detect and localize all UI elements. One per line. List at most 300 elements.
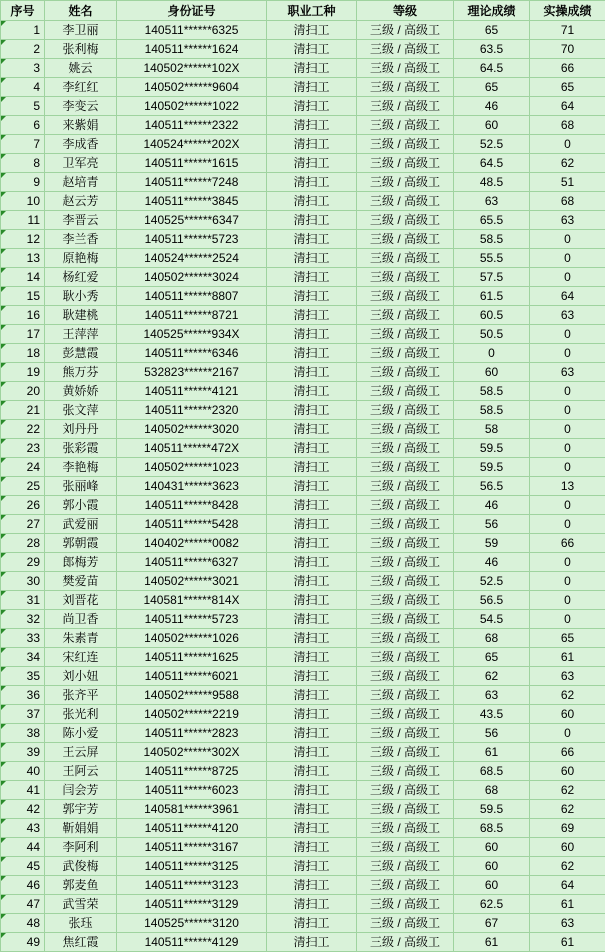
cell-theory-score[interactable]: 64.5	[454, 59, 530, 78]
cell-name[interactable]: 郭小霞	[45, 496, 117, 515]
cell-index[interactable]	[1, 135, 45, 154]
cell-theory-score[interactable]: 68	[454, 781, 530, 800]
cell-id-number[interactable]: 140511******2322	[117, 116, 267, 135]
cell-occupation[interactable]: 清扫工	[267, 534, 357, 553]
cell-name[interactable]: 张珏	[45, 914, 117, 933]
cell-level[interactable]: 三级 / 高级工	[357, 287, 454, 306]
cell-practical-score[interactable]: 63	[530, 211, 605, 230]
table-row[interactable]	[1, 686, 605, 705]
cell-id-number[interactable]: 140511******6021	[117, 667, 267, 686]
cell-practical-score[interactable]: 0	[530, 325, 605, 344]
cell-theory-score[interactable]: 60.5	[454, 306, 530, 325]
cell-theory-score[interactable]: 65	[454, 78, 530, 97]
table-row[interactable]	[1, 819, 605, 838]
table-row[interactable]	[1, 895, 605, 914]
table-row[interactable]	[1, 268, 605, 287]
cell-index[interactable]	[1, 610, 45, 629]
cell-theory-score[interactable]: 52.5	[454, 135, 530, 154]
cell-occupation[interactable]: 清扫工	[267, 154, 357, 173]
cell-practical-score[interactable]: 60	[530, 762, 605, 781]
table-row[interactable]	[1, 610, 605, 629]
cell-practical-score[interactable]: 62	[530, 857, 605, 876]
cell-index[interactable]	[1, 914, 45, 933]
table-row[interactable]	[1, 762, 605, 781]
cell-practical-score[interactable]: 64	[530, 876, 605, 895]
cell-occupation[interactable]: 清扫工	[267, 667, 357, 686]
cell-id-number[interactable]: 140511******7248	[117, 173, 267, 192]
cell-practical-score[interactable]: 61	[530, 648, 605, 667]
cell-practical-score[interactable]: 68	[530, 192, 605, 211]
cell-name[interactable]: 李兰香	[45, 230, 117, 249]
cell-occupation[interactable]: 清扫工	[267, 610, 357, 629]
cell-index[interactable]	[1, 515, 45, 534]
cell-index[interactable]	[1, 933, 45, 952]
cell-id-number[interactable]: 140402******0082	[117, 534, 267, 553]
cell-index[interactable]	[1, 762, 45, 781]
cell-practical-score[interactable]: 62	[530, 781, 605, 800]
cell-practical-score[interactable]: 65	[530, 78, 605, 97]
cell-id-number[interactable]: 140511******3125	[117, 857, 267, 876]
cell-practical-score[interactable]: 69	[530, 819, 605, 838]
cell-index[interactable]	[1, 629, 45, 648]
cell-theory-score[interactable]: 56.5	[454, 591, 530, 610]
table-row[interactable]	[1, 344, 605, 363]
cell-id-number[interactable]: 140511******3845	[117, 192, 267, 211]
cell-occupation[interactable]: 清扫工	[267, 21, 357, 40]
table-row[interactable]	[1, 135, 605, 154]
table-row[interactable]	[1, 724, 605, 743]
cell-occupation[interactable]: 清扫工	[267, 173, 357, 192]
cell-theory-score[interactable]: 59.5	[454, 458, 530, 477]
cell-name[interactable]: 来紫娟	[45, 116, 117, 135]
cell-index[interactable]	[1, 78, 45, 97]
cell-id-number[interactable]: 140511******6023	[117, 781, 267, 800]
cell-name[interactable]: 焦红霞	[45, 933, 117, 952]
cell-index[interactable]	[1, 154, 45, 173]
cell-id-number[interactable]: 140511******5723	[117, 610, 267, 629]
cell-theory-score[interactable]: 61	[454, 743, 530, 762]
cell-practical-score[interactable]: 0	[530, 401, 605, 420]
cell-name[interactable]: 刘丹丹	[45, 420, 117, 439]
cell-id-number[interactable]: 140511******6346	[117, 344, 267, 363]
cell-index[interactable]	[1, 553, 45, 572]
cell-occupation[interactable]: 清扫工	[267, 420, 357, 439]
cell-name[interactable]: 刘小妞	[45, 667, 117, 686]
cell-name[interactable]: 黄娇娇	[45, 382, 117, 401]
cell-id-number[interactable]: 140581******3961	[117, 800, 267, 819]
cell-occupation[interactable]: 清扫工	[267, 249, 357, 268]
cell-index[interactable]	[1, 838, 45, 857]
cell-level[interactable]: 三级 / 高级工	[357, 857, 454, 876]
cell-theory-score[interactable]: 59.5	[454, 439, 530, 458]
cell-name[interactable]: 李艳梅	[45, 458, 117, 477]
table-row[interactable]	[1, 401, 605, 420]
cell-name[interactable]: 武俊梅	[45, 857, 117, 876]
cell-name[interactable]: 张文萍	[45, 401, 117, 420]
cell-id-number[interactable]: 140511******6325	[117, 21, 267, 40]
cell-index[interactable]	[1, 648, 45, 667]
table-row[interactable]	[1, 914, 605, 933]
cell-occupation[interactable]: 清扫工	[267, 724, 357, 743]
cell-theory-score[interactable]: 63	[454, 686, 530, 705]
table-row[interactable]	[1, 781, 605, 800]
cell-practical-score[interactable]: 0	[530, 496, 605, 515]
cell-index[interactable]	[1, 382, 45, 401]
cell-index[interactable]	[1, 857, 45, 876]
cell-practical-score[interactable]: 0	[530, 591, 605, 610]
cell-name[interactable]: 郭麦鱼	[45, 876, 117, 895]
cell-id-number[interactable]: 140511******4121	[117, 382, 267, 401]
cell-occupation[interactable]: 清扫工	[267, 591, 357, 610]
cell-name[interactable]: 赵云芳	[45, 192, 117, 211]
cell-index[interactable]	[1, 211, 45, 230]
cell-name[interactable]: 王阿云	[45, 762, 117, 781]
cell-id-number[interactable]: 140502******102X	[117, 59, 267, 78]
cell-name[interactable]: 宋红连	[45, 648, 117, 667]
cell-occupation[interactable]: 清扫工	[267, 914, 357, 933]
cell-index[interactable]	[1, 534, 45, 553]
table-row[interactable]	[1, 211, 605, 230]
cell-practical-score[interactable]: 64	[530, 287, 605, 306]
cell-index[interactable]	[1, 667, 45, 686]
cell-occupation[interactable]: 清扫工	[267, 59, 357, 78]
cell-theory-score[interactable]: 55.5	[454, 249, 530, 268]
table-row[interactable]	[1, 287, 605, 306]
cell-practical-score[interactable]: 13	[530, 477, 605, 496]
table-row[interactable]	[1, 230, 605, 249]
cell-level[interactable]: 三级 / 高级工	[357, 401, 454, 420]
cell-level[interactable]: 三级 / 高级工	[357, 116, 454, 135]
cell-level[interactable]: 三级 / 高级工	[357, 933, 454, 952]
cell-id-number[interactable]: 140511******8428	[117, 496, 267, 515]
cell-id-number[interactable]: 140511******1615	[117, 154, 267, 173]
cell-id-number[interactable]: 140525******3120	[117, 914, 267, 933]
cell-index[interactable]	[1, 781, 45, 800]
cell-id-number[interactable]: 140511******5428	[117, 515, 267, 534]
cell-practical-score[interactable]: 0	[530, 344, 605, 363]
cell-id-number[interactable]: 140511******2823	[117, 724, 267, 743]
cell-practical-score[interactable]: 0	[530, 268, 605, 287]
cell-id-number[interactable]: 140511******1625	[117, 648, 267, 667]
cell-occupation[interactable]: 清扫工	[267, 363, 357, 382]
cell-practical-score[interactable]: 63	[530, 363, 605, 382]
table-row[interactable]	[1, 458, 605, 477]
cell-name[interactable]: 武雪荣	[45, 895, 117, 914]
cell-level[interactable]: 三级 / 高级工	[357, 800, 454, 819]
table-row[interactable]	[1, 534, 605, 553]
cell-name[interactable]: 朱素青	[45, 629, 117, 648]
cell-name[interactable]: 张彩霞	[45, 439, 117, 458]
cell-id-number[interactable]: 140511******3123	[117, 876, 267, 895]
cell-level[interactable]: 三级 / 高级工	[357, 762, 454, 781]
cell-name[interactable]: 张光利	[45, 705, 117, 724]
cell-level[interactable]: 三级 / 高级工	[357, 306, 454, 325]
cell-occupation[interactable]: 清扫工	[267, 686, 357, 705]
cell-level[interactable]: 三级 / 高级工	[357, 648, 454, 667]
cell-index[interactable]	[1, 249, 45, 268]
cell-occupation[interactable]: 清扫工	[267, 325, 357, 344]
cell-id-number[interactable]: 140502******3024	[117, 268, 267, 287]
cell-theory-score[interactable]: 46	[454, 496, 530, 515]
cell-theory-score[interactable]: 43.5	[454, 705, 530, 724]
cell-index[interactable]	[1, 401, 45, 420]
cell-theory-score[interactable]: 64.5	[454, 154, 530, 173]
cell-id-number[interactable]: 140511******8725	[117, 762, 267, 781]
cell-id-number[interactable]: 140511******3129	[117, 895, 267, 914]
cell-index[interactable]	[1, 325, 45, 344]
cell-theory-score[interactable]: 56.5	[454, 477, 530, 496]
cell-occupation[interactable]: 清扫工	[267, 211, 357, 230]
cell-name[interactable]: 李阿利	[45, 838, 117, 857]
cell-name[interactable]: 郎梅芳	[45, 553, 117, 572]
cell-id-number[interactable]: 140511******4120	[117, 819, 267, 838]
cell-level[interactable]: 三级 / 高级工	[357, 21, 454, 40]
cell-occupation[interactable]: 清扫工	[267, 306, 357, 325]
table-row[interactable]	[1, 857, 605, 876]
cell-level[interactable]: 三级 / 高级工	[357, 268, 454, 287]
cell-occupation[interactable]: 清扫工	[267, 78, 357, 97]
table-row[interactable]	[1, 705, 605, 724]
cell-occupation[interactable]: 清扫工	[267, 496, 357, 515]
table-row[interactable]	[1, 97, 605, 116]
cell-occupation[interactable]: 清扫工	[267, 933, 357, 952]
cell-index[interactable]	[1, 344, 45, 363]
cell-level[interactable]: 三级 / 高级工	[357, 420, 454, 439]
cell-id-number[interactable]: 140502******2219	[117, 705, 267, 724]
cell-name[interactable]: 张利梅	[45, 40, 117, 59]
cell-occupation[interactable]: 清扫工	[267, 743, 357, 762]
cell-occupation[interactable]: 清扫工	[267, 40, 357, 59]
cell-id-number[interactable]: 140502******3020	[117, 420, 267, 439]
table-row[interactable]	[1, 800, 605, 819]
cell-occupation[interactable]: 清扫工	[267, 401, 357, 420]
cell-id-number[interactable]: 140431******3623	[117, 477, 267, 496]
cell-practical-score[interactable]: 63	[530, 667, 605, 686]
cell-practical-score[interactable]: 68	[530, 116, 605, 135]
cell-theory-score[interactable]: 68	[454, 629, 530, 648]
cell-index[interactable]	[1, 306, 45, 325]
cell-theory-score[interactable]: 60	[454, 876, 530, 895]
cell-name[interactable]: 王云屏	[45, 743, 117, 762]
cell-level[interactable]: 三级 / 高级工	[357, 629, 454, 648]
cell-occupation[interactable]: 清扫工	[267, 629, 357, 648]
cell-name[interactable]: 原艳梅	[45, 249, 117, 268]
cell-occupation[interactable]: 清扫工	[267, 135, 357, 154]
table-row[interactable]	[1, 306, 605, 325]
cell-level[interactable]: 三级 / 高级工	[357, 97, 454, 116]
cell-theory-score[interactable]: 46	[454, 97, 530, 116]
table-row[interactable]	[1, 192, 605, 211]
cell-theory-score[interactable]: 58.5	[454, 230, 530, 249]
cell-id-number[interactable]: 140511******8721	[117, 306, 267, 325]
cell-theory-score[interactable]: 59.5	[454, 800, 530, 819]
cell-name[interactable]: 李成香	[45, 135, 117, 154]
cell-index[interactable]	[1, 686, 45, 705]
cell-theory-score[interactable]: 57.5	[454, 268, 530, 287]
cell-index[interactable]	[1, 21, 45, 40]
table-row[interactable]	[1, 933, 605, 952]
table-row[interactable]	[1, 21, 605, 40]
cell-practical-score[interactable]: 0	[530, 439, 605, 458]
cell-occupation[interactable]: 清扫工	[267, 515, 357, 534]
cell-id-number[interactable]: 140502******3021	[117, 572, 267, 591]
cell-level[interactable]: 三级 / 高级工	[357, 363, 454, 382]
cell-id-number[interactable]: 140511******472X	[117, 439, 267, 458]
cell-occupation[interactable]: 清扫工	[267, 838, 357, 857]
cell-name[interactable]: 樊爱苗	[45, 572, 117, 591]
cell-index[interactable]	[1, 59, 45, 78]
cell-index[interactable]	[1, 439, 45, 458]
cell-practical-score[interactable]: 60	[530, 838, 605, 857]
cell-level[interactable]: 三级 / 高级工	[357, 344, 454, 363]
cell-theory-score[interactable]: 56	[454, 515, 530, 534]
cell-level[interactable]: 三级 / 高级工	[357, 743, 454, 762]
table-row[interactable]	[1, 876, 605, 895]
cell-practical-score[interactable]: 60	[530, 705, 605, 724]
cell-occupation[interactable]: 清扫工	[267, 857, 357, 876]
cell-practical-score[interactable]: 0	[530, 724, 605, 743]
cell-occupation[interactable]: 清扫工	[267, 819, 357, 838]
cell-id-number[interactable]: 532823******2167	[117, 363, 267, 382]
cell-practical-score[interactable]: 62	[530, 686, 605, 705]
cell-name[interactable]: 郭朝霞	[45, 534, 117, 553]
cell-index[interactable]	[1, 268, 45, 287]
cell-occupation[interactable]: 清扫工	[267, 477, 357, 496]
table-row[interactable]	[1, 249, 605, 268]
cell-theory-score[interactable]: 59	[454, 534, 530, 553]
cell-level[interactable]: 三级 / 高级工	[357, 686, 454, 705]
cell-level[interactable]: 三级 / 高级工	[357, 781, 454, 800]
cell-id-number[interactable]: 140511******5723	[117, 230, 267, 249]
cell-occupation[interactable]: 清扫工	[267, 876, 357, 895]
cell-occupation[interactable]: 清扫工	[267, 553, 357, 572]
cell-level[interactable]: 三级 / 高级工	[357, 135, 454, 154]
cell-occupation[interactable]: 清扫工	[267, 287, 357, 306]
cell-practical-score[interactable]: 0	[530, 572, 605, 591]
cell-theory-score[interactable]: 61.5	[454, 287, 530, 306]
table-row[interactable]	[1, 553, 605, 572]
cell-theory-score[interactable]: 60	[454, 857, 530, 876]
cell-theory-score[interactable]: 60	[454, 116, 530, 135]
cell-practical-score[interactable]: 0	[530, 553, 605, 572]
cell-level[interactable]: 三级 / 高级工	[357, 211, 454, 230]
cell-theory-score[interactable]: 63.5	[454, 40, 530, 59]
cell-id-number[interactable]: 140525******6347	[117, 211, 267, 230]
cell-name[interactable]: 武爱丽	[45, 515, 117, 534]
cell-theory-score[interactable]: 62	[454, 667, 530, 686]
cell-name[interactable]: 张丽峰	[45, 477, 117, 496]
table-row[interactable]	[1, 59, 605, 78]
cell-theory-score[interactable]: 60	[454, 838, 530, 857]
cell-theory-score[interactable]: 61	[454, 933, 530, 952]
cell-practical-score[interactable]: 66	[530, 59, 605, 78]
table-row[interactable]	[1, 629, 605, 648]
cell-name[interactable]: 姚云	[45, 59, 117, 78]
cell-index[interactable]	[1, 458, 45, 477]
cell-index[interactable]	[1, 572, 45, 591]
table-row[interactable]	[1, 173, 605, 192]
cell-level[interactable]: 三级 / 高级工	[357, 154, 454, 173]
cell-name[interactable]: 尚卫香	[45, 610, 117, 629]
cell-index[interactable]	[1, 743, 45, 762]
cell-occupation[interactable]: 清扫工	[267, 800, 357, 819]
cell-occupation[interactable]: 清扫工	[267, 439, 357, 458]
cell-practical-score[interactable]: 0	[530, 610, 605, 629]
table-row[interactable]	[1, 838, 605, 857]
table-row[interactable]	[1, 572, 605, 591]
cell-level[interactable]: 三级 / 高级工	[357, 838, 454, 857]
cell-theory-score[interactable]: 46	[454, 553, 530, 572]
cell-level[interactable]: 三级 / 高级工	[357, 40, 454, 59]
table-row[interactable]	[1, 477, 605, 496]
cell-id-number[interactable]: 140511******6327	[117, 553, 267, 572]
cell-name[interactable]: 熊万芬	[45, 363, 117, 382]
cell-theory-score[interactable]: 58.5	[454, 382, 530, 401]
cell-practical-score[interactable]: 0	[530, 135, 605, 154]
cell-theory-score[interactable]: 60	[454, 363, 530, 382]
cell-id-number[interactable]: 140581******814X	[117, 591, 267, 610]
cell-theory-score[interactable]: 68.5	[454, 762, 530, 781]
cell-occupation[interactable]: 清扫工	[267, 268, 357, 287]
cell-id-number[interactable]: 140502******302X	[117, 743, 267, 762]
cell-theory-score[interactable]: 56	[454, 724, 530, 743]
table-row[interactable]	[1, 515, 605, 534]
table-row[interactable]	[1, 496, 605, 515]
cell-level[interactable]: 三级 / 高级工	[357, 553, 454, 572]
cell-practical-score[interactable]: 71	[530, 21, 605, 40]
cell-level[interactable]: 三级 / 高级工	[357, 325, 454, 344]
cell-level[interactable]: 三级 / 高级工	[357, 78, 454, 97]
cell-occupation[interactable]: 清扫工	[267, 192, 357, 211]
cell-level[interactable]: 三级 / 高级工	[357, 724, 454, 743]
cell-id-number[interactable]: 140502******9604	[117, 78, 267, 97]
cell-name[interactable]: 张齐平	[45, 686, 117, 705]
cell-id-number[interactable]: 140511******1624	[117, 40, 267, 59]
table-row[interactable]	[1, 40, 605, 59]
cell-level[interactable]: 三级 / 高级工	[357, 249, 454, 268]
cell-occupation[interactable]: 清扫工	[267, 458, 357, 477]
cell-index[interactable]	[1, 420, 45, 439]
cell-name[interactable]: 王萍萍	[45, 325, 117, 344]
cell-practical-score[interactable]: 66	[530, 743, 605, 762]
cell-index[interactable]	[1, 705, 45, 724]
cell-id-number[interactable]: 140511******8807	[117, 287, 267, 306]
cell-occupation[interactable]: 清扫工	[267, 230, 357, 249]
cell-name[interactable]: 耿建桃	[45, 306, 117, 325]
cell-name[interactable]: 李红红	[45, 78, 117, 97]
cell-level[interactable]: 三级 / 高级工	[357, 876, 454, 895]
cell-index[interactable]	[1, 287, 45, 306]
cell-index[interactable]	[1, 895, 45, 914]
cell-level[interactable]: 三级 / 高级工	[357, 667, 454, 686]
cell-name[interactable]: 耿小秀	[45, 287, 117, 306]
cell-occupation[interactable]: 清扫工	[267, 572, 357, 591]
cell-name[interactable]: 卫军亮	[45, 154, 117, 173]
cell-theory-score[interactable]: 65	[454, 21, 530, 40]
cell-theory-score[interactable]: 67	[454, 914, 530, 933]
cell-theory-score[interactable]: 54.5	[454, 610, 530, 629]
cell-practical-score[interactable]: 0	[530, 230, 605, 249]
cell-level[interactable]: 三级 / 高级工	[357, 230, 454, 249]
table-row[interactable]	[1, 591, 605, 610]
cell-theory-score[interactable]: 58.5	[454, 401, 530, 420]
cell-index[interactable]	[1, 230, 45, 249]
cell-practical-score[interactable]: 0	[530, 458, 605, 477]
cell-name[interactable]: 赵培青	[45, 173, 117, 192]
table-row[interactable]	[1, 363, 605, 382]
cell-practical-score[interactable]: 51	[530, 173, 605, 192]
cell-id-number[interactable]: 140525******934X	[117, 325, 267, 344]
